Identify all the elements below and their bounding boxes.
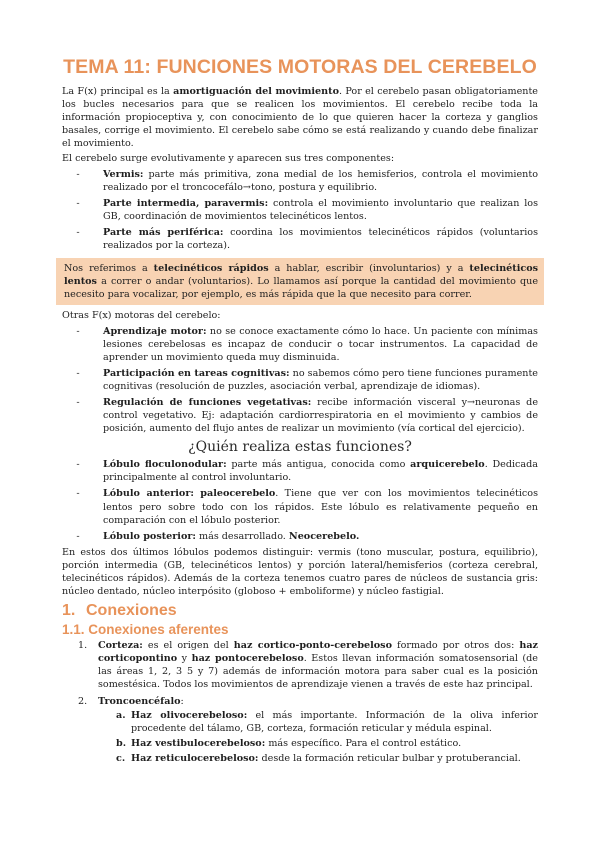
item-bold: Neocerebelo. — [288, 530, 360, 542]
hl-text: a hablar, escribir (involuntarios) y a — [268, 263, 470, 275]
item-paragraph — [98, 639, 538, 691]
item-text: más desarrollado. — [195, 530, 289, 542]
item-text: . Tiene que ver con los movimientos telecinéticos lentos pero sobre todo con los rápidos. Este lóbulo es relativamente pequeño en comparación con el lóbulo posterior. — [103, 488, 538, 526]
item-text: recibe información visceral y→neuronas de control vegetativo. Ej: adaptación cardiorrespiratoria en el movimiento y cambios de posición, aumento del flujo antes de realizar un movimiento (vía cortical del ejercicio). — [103, 396, 539, 435]
item-bold: haz pontocerebeloso — [191, 653, 304, 665]
item-bold: Haz reticulocerebeloso: — [131, 752, 259, 764]
item-letter: c. — [116, 752, 126, 764]
item-bold: Vermis: — [103, 168, 144, 180]
item-bold: Corteza: — [98, 640, 143, 652]
components-intro: El cerebelo surge evolutivamente y aparecen sus tres componentes: — [62, 153, 395, 165]
item-paragraph — [98, 695, 538, 708]
item-bold: Parte intermedia, paravermis: — [103, 197, 269, 209]
list-item: - - Participación en tareas cognitivas: no sabemos cómo pero tiene funciones puramente cognitivas (resolución de puzzles, asociación verbal, aprendizaje de idiomas). — [62, 367, 538, 393]
hl-text: Nos referimos a — [64, 263, 154, 275]
item-bold: Lóbulo posterior: — [103, 530, 196, 542]
item-text: . Dedicada principalmente al control involuntario. — [103, 459, 539, 484]
item-bold: Haz vestibulocerebeloso: — [131, 737, 266, 749]
item-bold: Lóbulo floculonodular: — [103, 459, 227, 471]
sub-list-item — [98, 737, 538, 750]
section-heading — [62, 602, 538, 620]
item-text: coordina los movimientos telecinéticos rápidos (voluntarios realizados por la corteza). — [103, 226, 538, 252]
lobes-summary: En estos dos últimos lóbulos podemos distinguir: vermis (tono muscular, postura, equilibrio), porción intermedia (GB, telecinéticos lentos) y porción lateral/hemisferios (corteza cerebral, telecinéticos rápidos). Además de la corteza tenemos cuatro pares de núcleos de sustancia gris: núcleo dentado, núcleo interpósito (globoso + emboliforme) y núcleo fastigial. — [62, 546, 538, 598]
list-item: - - Parte más periférica: coordina los movimientos telecinéticos rápidos (voluntarios realizados por la corteza). — [62, 226, 538, 252]
list-item: - - Aprendizaje motor: no se conoce exactamente cómo lo hace. Un paciente con mínimas lesiones cerebelosas es incapaz de conducir o tocar instrumentos. La capacidad de aprender un movimiento queda muy disminuida. — [62, 325, 538, 364]
item-text: parte más antigua, conocida como — [226, 459, 411, 471]
item-bold: Haz olivocerebeloso: — [131, 709, 248, 721]
list-item: - - Lóbulo anterior: paleocerebelo. Tiene que ver con los movimientos telecinéticos lentos pero sobre todo con los rápidos. Este lóbulo es relativamente pequeño en comparación con el lóbulo posterior. — [62, 487, 538, 526]
item-text: parte más primitiva, zona medial de los hemisferios, controla el movimiento realizado por el troncocefálo→tono, postura y equilibrio. — [103, 168, 538, 193]
components-list — [62, 168, 538, 253]
item-bold: haz corticopontino — [98, 640, 538, 665]
item-text: desde la formación reticular bulbar y protuberancial. — [258, 752, 521, 764]
item-text: no sabemos cómo pero tiene funciones puramente cognitivas (resolución de puzzles, asociación verbal, aprendizaje de idiomas). — [103, 367, 538, 392]
item-text: el más importante. Información de la oliva inferior procedente del tálamo, GB, corteza, formación reticular y médula espinal. — [131, 709, 538, 734]
intro-paragraph — [62, 85, 538, 150]
highlight-text — [64, 262, 538, 301]
item-number: 2. — [78, 695, 88, 707]
afferents-list — [62, 639, 538, 765]
subsection-heading: 1.1. Conexiones aferentes — [62, 622, 229, 638]
list-item — [62, 639, 538, 691]
sub-list-item — [98, 752, 538, 765]
intro-text: La F(x) principal es la — [62, 86, 174, 97]
item-text: formado por otros dos: — [391, 640, 520, 652]
item-bold: paleocerebelo — [200, 488, 276, 500]
item-text: : — [180, 695, 184, 707]
list-item: - - Parte intermedia, paravermis: controla el movimiento involuntario que realizan los GB, coordinación de movimientos telecinéticos lentos. — [62, 197, 538, 223]
intro-text-end: . Por el cerebelo pasan obligatoriamente los bucles necesarios para que se realicen los movimientos. El cerebelo recibe toda la información propioceptiva y, con conocimiento de lo que quieren hacer la corteza y ganglios basales, corrige el movimiento. El cerebelo sabe cómo se está realizando y cuando debe finalizar el movimiento. — [62, 86, 538, 150]
list-item: - - Lóbulo posterior: más desarrollado. Neocerebelo. — [62, 530, 538, 543]
other-functions-list — [62, 325, 538, 436]
item-bold: Participación en tareas cognitivas: — [103, 367, 290, 379]
item-text: es el origen del — [142, 640, 234, 652]
list-item: - - Vermis: parte más primitiva, zona medial de los hemisferios, controla el movimiento realizado por el troncocefálo→tono, postura y equilibrio. — [62, 168, 538, 194]
hl-bold: telecinéticos rápidos — [153, 263, 269, 275]
hl-bold: telecinéticos lentos — [64, 263, 538, 288]
list-item — [62, 695, 538, 765]
list-item: - - Lóbulo floculonodular: parte más antigua, conocida como arquicerebelo. Dedicada principalmente al control involuntario. — [62, 458, 538, 484]
item-letter: a. — [116, 709, 126, 721]
list-item: - - Regulación de funciones vegetativas: recibe información visceral y→neuronas de control vegetativo. Ej: adaptación cardiorrespiratoria en el movimiento y cambios de posición, aumento del flujo antes de realizar un movimiento (vía cortical del ejercicio). — [62, 396, 538, 435]
hl-text: a correr o andar (voluntarios). Lo llamamos así porque la cantidad del movimiento que necesito para vocalizar, por ejemplo, es más rápida que la que necesito para correr. — [64, 276, 538, 301]
item-text: no se conoce exactamente cómo lo hace. Un paciente con mínimas lesiones cerebelosas es incapaz de conducir o tocar instrumentos. La capacidad de aprender un movimiento queda muy disminuida. — [103, 325, 538, 363]
item-text: controla el movimiento involuntario que realizan los GB, coordinación de movimientos telecinéticos lentos. — [103, 197, 539, 222]
item-bold: Parte más periférica: — [103, 226, 224, 238]
item-number: 1. — [78, 640, 88, 652]
lobes-list — [62, 458, 538, 543]
section-title: Conexiones — [86, 602, 177, 620]
highlight-box — [56, 258, 544, 305]
item-bold: Aprendizaje motor: — [103, 325, 207, 337]
intro-bold: amortiguación del movimiento — [173, 86, 339, 97]
item-bold: Troncoencéfalo — [98, 695, 181, 707]
page-title: TEMA 11: FUNCIONES MOTORAS DEL CEREBELO — [63, 56, 537, 78]
item-bold: haz cortico-ponto-cerebeloso — [233, 640, 392, 652]
item-text: . Estos llevan información somatosensorial (de las áreas 1, 2, 3 5 y 7) además de información motora para saber cual es la posición somestésica. Todos los movimientos de aprendizaje vienen a través de este haz principal. — [98, 653, 538, 691]
sub-list-item — [98, 709, 538, 735]
item-text: y — [177, 653, 192, 665]
item-bold: arquicerebelo — [410, 459, 485, 471]
item-bold: Regulación de funciones vegetativas: — [103, 396, 312, 408]
section-number: 1. — [62, 602, 76, 620]
other-intro: Otras F(x) motoras del cerebelo: — [62, 310, 221, 322]
question-heading: ¿Quién realiza estas funciones? — [188, 439, 412, 456]
sub-list — [98, 709, 538, 765]
item-bold: Lóbulo anterior: — [103, 488, 194, 500]
item-letter: b. — [116, 737, 127, 749]
item-text: más específico. Para el control estático. — [265, 737, 462, 749]
document-page — [62, 56, 538, 768]
